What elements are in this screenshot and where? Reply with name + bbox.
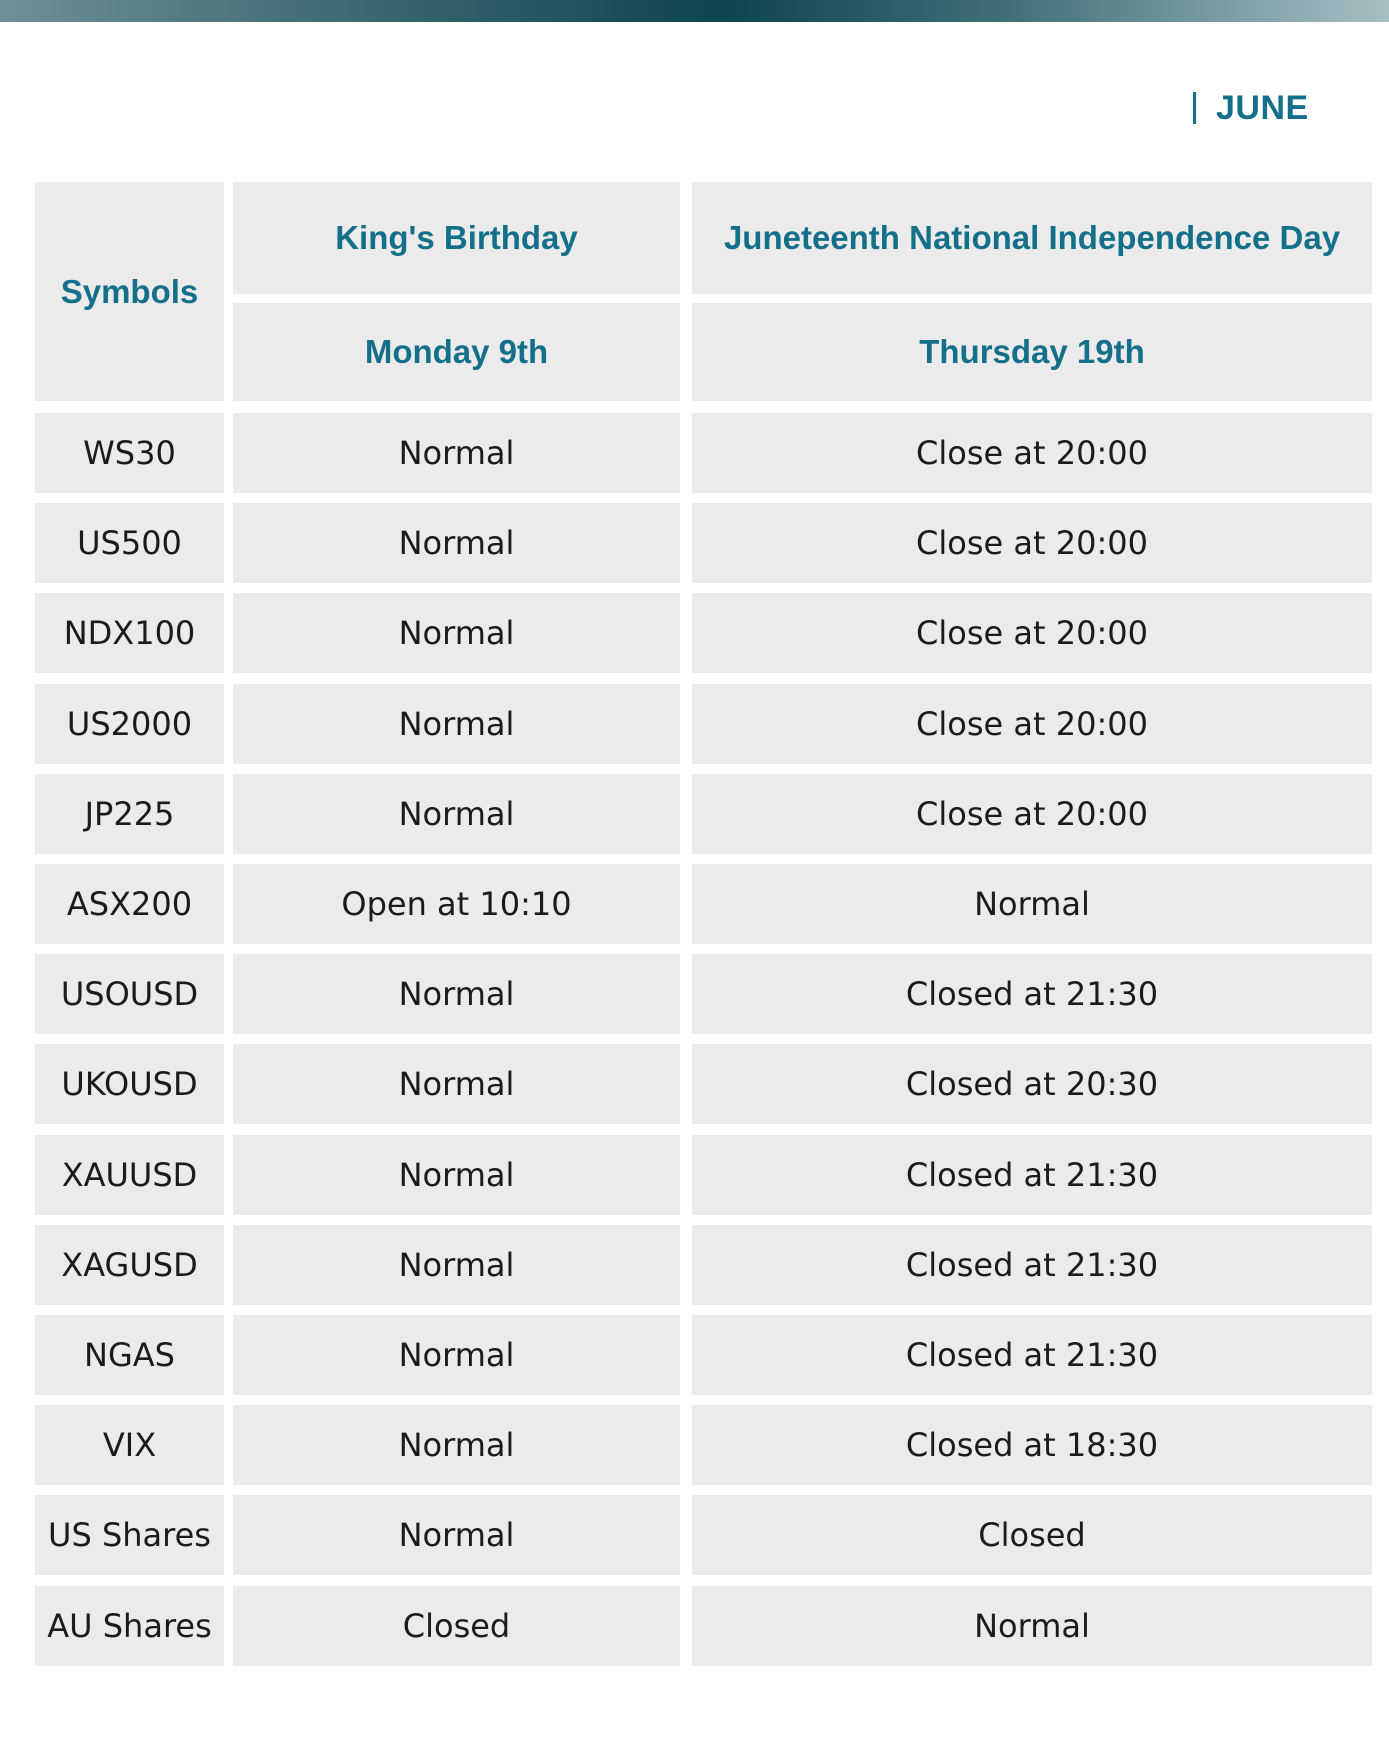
holiday2-status-cell: Close at 20:00 [692,593,1372,673]
holiday2-status-cell: Closed at 21:30 [692,954,1372,1034]
holiday1-status-cell: Normal [233,1315,680,1395]
symbol-cell: AU Shares [35,1586,224,1666]
symbol-cell: USOUSD [35,954,224,1034]
holiday2-date-header: Thursday 19th [692,303,1372,401]
holiday2-status-cell: Closed at 18:30 [692,1405,1372,1485]
month-label: JUNE [1216,88,1309,127]
symbol-cell: JP225 [35,774,224,854]
holiday1-status-cell: Normal [233,1044,680,1124]
symbol-cell: WS30 [35,413,224,493]
symbol-cell: UKOUSD [35,1044,224,1124]
holiday2-status-cell: Close at 20:00 [692,774,1372,854]
holiday1-status-cell: Normal [233,1135,680,1215]
holiday2-status-cell: Normal [692,864,1372,944]
holiday1-date-header: Monday 9th [233,303,680,401]
symbols-header: Symbols [35,182,224,401]
holiday1-status-cell: Normal [233,593,680,673]
holiday1-status-cell: Open at 10:10 [233,864,680,944]
month-divider [1193,92,1196,124]
symbol-cell: US500 [35,503,224,583]
holiday1-status-cell: Normal [233,1405,680,1485]
symbol-cell: ASX200 [35,864,224,944]
holiday2-status-cell: Close at 20:00 [692,684,1372,764]
holiday2-status-cell: Normal [692,1586,1372,1666]
symbol-cell: US2000 [35,684,224,764]
symbol-cell: NGAS [35,1315,224,1395]
holiday2-name-header: Juneteenth National Independence Day [692,182,1372,294]
holiday2-status-cell: Closed at 20:30 [692,1044,1372,1124]
holiday2-status-cell: Closed [692,1495,1372,1575]
symbol-cell: VIX [35,1405,224,1485]
holiday1-status-cell: Normal [233,684,680,764]
holiday1-status-cell: Normal [233,1495,680,1575]
holiday1-status-cell: Closed [233,1586,680,1666]
holiday1-status-cell: Normal [233,774,680,854]
holiday1-status-cell: Normal [233,954,680,1034]
symbol-cell: US Shares [35,1495,224,1575]
holiday2-status-cell: Close at 20:00 [692,413,1372,493]
holiday2-status-cell: Closed at 21:30 [692,1225,1372,1305]
symbol-cell: XAUUSD [35,1135,224,1215]
holiday2-status-cell: Close at 20:00 [692,503,1372,583]
top-gradient-bar [0,0,1389,22]
holiday1-status-cell: Normal [233,413,680,493]
month-header [1193,86,1309,130]
holiday1-name-header: King's Birthday [233,182,680,294]
symbol-cell: NDX100 [35,593,224,673]
holiday1-status-cell: Normal [233,503,680,583]
holiday1-status-cell: Normal [233,1225,680,1305]
symbol-cell: XAGUSD [35,1225,224,1305]
holiday2-status-cell: Closed at 21:30 [692,1135,1372,1215]
holiday2-status-cell: Closed at 21:30 [692,1315,1372,1395]
